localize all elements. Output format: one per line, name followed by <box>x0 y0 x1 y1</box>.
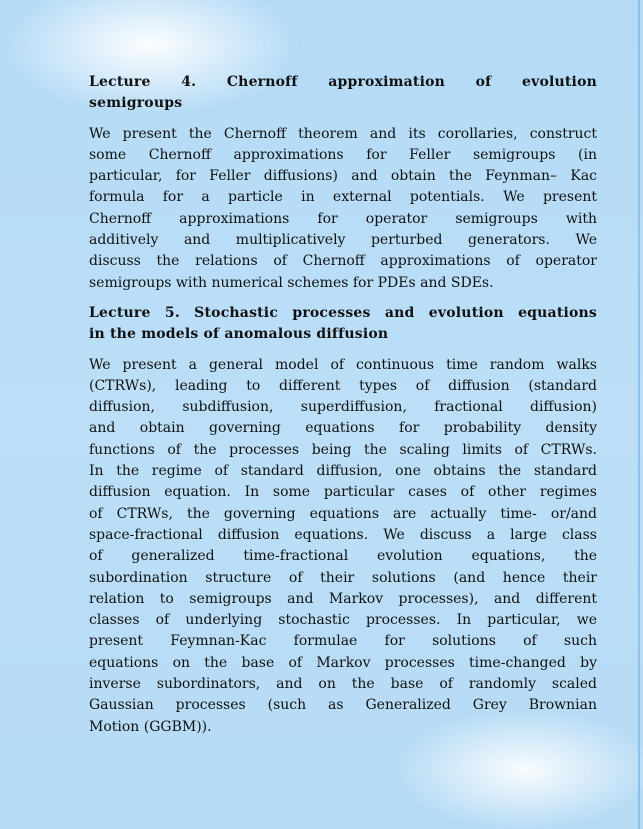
paragraph-line: Gaussian processes (such as Generalized Grey Brownian <box>89 697 597 714</box>
lecture-description <box>89 124 597 294</box>
lecture-heading <box>89 303 597 346</box>
heading-line: in the models of anomalous diffusion <box>89 326 389 343</box>
paragraph-line: formula for a particle in external potentials. We present <box>89 189 597 206</box>
document-body <box>89 72 597 747</box>
paragraph-line: inverse subordinators, and on the base of randomly scaled <box>89 676 597 693</box>
paragraph-line: semigroups with numerical schemes for PDEs and SDEs. <box>89 274 494 291</box>
paragraph-line: some Chernoff approximations for Feller semigroups (in <box>89 146 597 163</box>
paragraph-line: of CTRWs, the governing equations are actually time- or/and <box>89 505 597 522</box>
paragraph-line: and obtain governing equations for probability density <box>89 420 597 437</box>
paragraph-line: equations on the base of Markov processes time-changed by <box>89 654 597 671</box>
paragraph-line: Motion (GGBM)). <box>89 718 212 735</box>
paragraph-line: space-fractional diffusion equations. We discuss a large class <box>89 526 597 543</box>
heading-line: semigroups <box>89 95 183 112</box>
paragraph-line: We present a general model of continuous time random walks <box>89 356 597 373</box>
lecture-section <box>89 72 597 294</box>
paragraph-line: discuss the relations of Chernoff approximations of operator <box>89 253 597 270</box>
paragraph-line: present Feymnan-Kac formulae for solutions of such <box>89 633 597 650</box>
paragraph-line: functions of the processes being the scaling limits of CTRWs. <box>89 441 597 458</box>
paragraph-line: diffusion, subdiffusion, superdiffusion, fractional diffusion) <box>89 399 597 416</box>
paragraph-line: diffusion equation. In some particular cases of other regimes <box>89 484 597 501</box>
paragraph-line: We present the Chernoff theorem and its corollaries, construct <box>89 125 597 142</box>
paragraph-line: of generalized time-fractional evolution equations, the <box>89 548 597 565</box>
paragraph-line: In the regime of standard diffusion, one obtains the standard <box>89 463 597 480</box>
paragraph-line: classes of underlying stochastic processes. In particular, we <box>89 612 597 629</box>
paragraph-line: particular, for Feller diffusions) and obtain the Feynman– Kac <box>89 168 597 185</box>
lecture-description <box>89 355 597 738</box>
heading-line: Lecture 4. Chernoff approximation of evolution <box>89 74 597 90</box>
heading-line: Lecture 5. Stochastic processes and evolution equations <box>89 304 597 321</box>
paragraph-line: additively and multiplicatively perturbed generators. We <box>89 232 597 249</box>
paragraph-line: Chernoff approximations for operator semigroups with <box>89 210 597 227</box>
lecture-heading <box>89 72 597 115</box>
lecture-section <box>89 303 597 738</box>
paragraph-line: (CTRWs), leading to different types of diffusion (standard <box>89 377 597 394</box>
paragraph-line: subordination structure of their solutions (and hence their <box>89 569 597 586</box>
page-edge <box>638 0 640 829</box>
paragraph-line: relation to semigroups and Markov processes), and different <box>89 590 597 607</box>
